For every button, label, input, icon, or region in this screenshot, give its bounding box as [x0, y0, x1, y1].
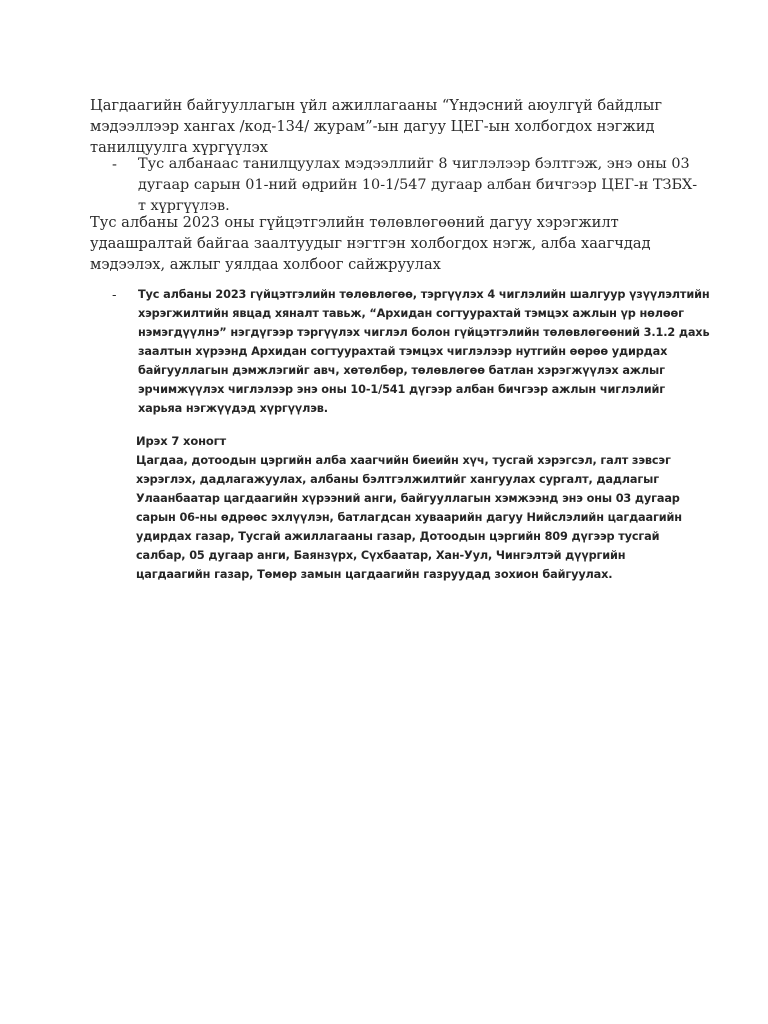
next-week-heading: Ирэх 7 хоногт [136, 434, 226, 448]
bullet-marker: - [112, 156, 117, 173]
bullet-text-1: Тус албанаас танилцуулах мэдээллийг 8 чиглэлээр бэлтгэж, энэ оны 03 дугаар сарын 01-ний өдрийн 10-1/547 дугаар албан бичгээр ЦЕГ-н ТЗБХ-т хүргүүлэв. [138, 156, 698, 214]
section-paragraph: Тус албаны 2023 оны гүйцэтгэлийн төлөвлөгөөний дагуу хэрэгжилт удаашралтай байгаа заалтуудыг нэгтгэн холбогдох нэгж, алба хаагчдад мэдээлэх, ажлыг уялдаа холбоог сайжруулах [90, 214, 651, 273]
intro-paragraph: Цагдаагийн байгууллагын үйл ажиллагааны “Үндэсний аюулгүй байдлыг мэдээллээр хангах /код-134/ журам”-ын дагуу ЦЕГ-ын холбогдох нэгжид танилцуулга хүргүүлэх [90, 97, 663, 156]
bullet-item-2 [112, 285, 712, 418]
bullet-item-1 [112, 154, 702, 217]
bullet-marker: - [112, 287, 117, 302]
next-week-body: Цагдаа, дотоодын цэргийн алба хаагчийн биеийн хүч, тусгай хэрэгсэл, галт зэвсэг хэрэглэх, дадлагажуулах, албаны бэлтгэлжилтийг хангуулах сургалт, дадлагыг Улаанбаатар цагдаагийн хүрээний анги, байгууллагын хэмжээнд энэ оны 03 дугаар сарын 06-ны өдрөөс эхлүүлэн, батлагдсан хуваарийн дагуу Нийслэлийн цагдаагийн удирдах газар, Тусгай ажиллагааны газар, Дотоодын цэргийн 809 дүгээр тусгай салбар, 05 дугаар анги, Баянзүрх, Сүхбаатар, Хан-Уул, Чингэлтэй дүүргийн цагдаагийн газар, Төмөр замын цагдаагийн газруудад зохион байгуулах. [136, 454, 682, 581]
bullet-text-2: Тус албаны 2023 гүйцэтгэлийн төлөвлөгөө, тэргүүлэх 4 чиглэлийн шалгуур үзүүлэлтийн хэрэгжилтийн явцад хяналт тавьж, “Архидан согтуурахтай тэмцэх ажлын үр нөлөөг нэмэгдүүлнэ” нэгдүгээр тэргүүлэх чиглэл болон гүйцэтгэлийн төлөвлөгөөний 3.1.2 дахь заалтын хүрээнд Архидан согтуурахтай тэмцэх чиглэлээр нутгийн өөрөө удирдах байгууллагын дэмжлэгийг авч, хөтөлбөр, төлөвлөгөө батлан хэрэгжүүлэх ажлыг эрчимжүүлэх чиглэлээр энэ оны 10-1/541 дүгээр албан бичгээр ажлын чиглэлийг харьяа нэгжүүдэд хүргүүлэв. [138, 288, 710, 415]
